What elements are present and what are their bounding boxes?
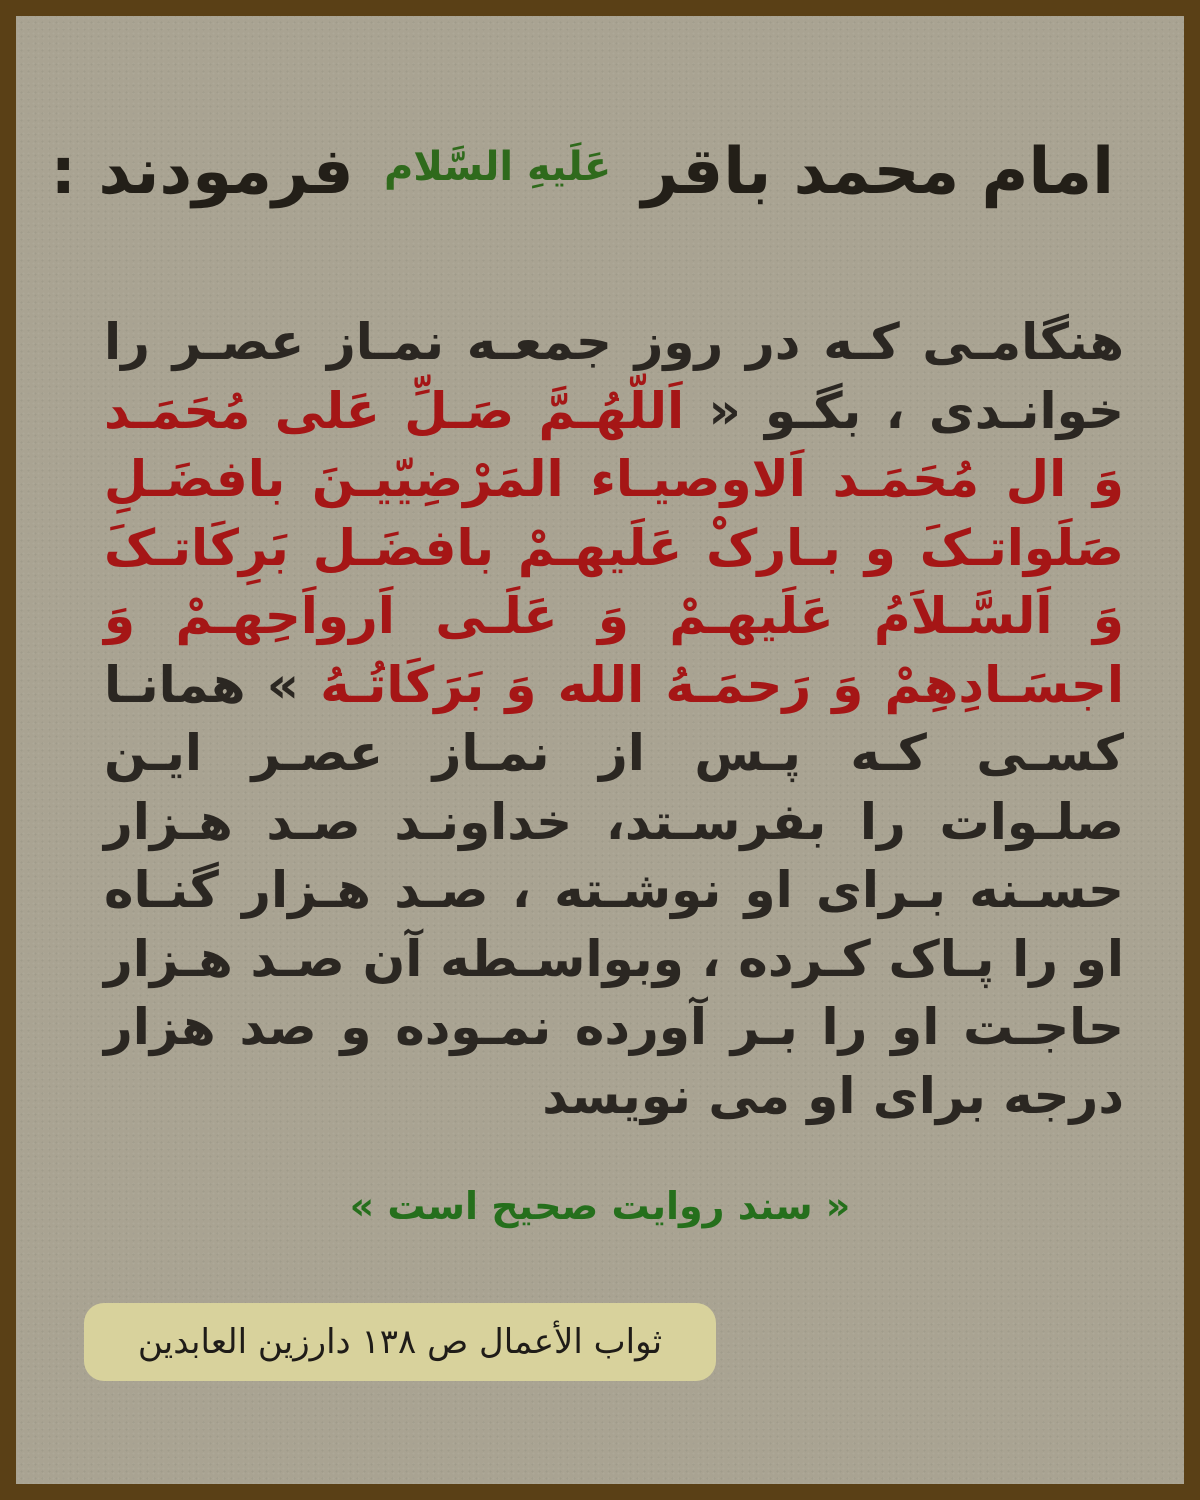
title-name: امام محمد باقر	[641, 135, 1114, 209]
honorific-calligraphy: عَلَيهِ السَّلام	[383, 144, 612, 191]
hadith-intro: هنگامـی کـه در روز جمعـه نمـاز عصـر را خوانـدی ، بگـو «	[104, 313, 1124, 440]
title-verb: فرمودند :	[50, 135, 354, 209]
source-badge: ثواب الأعمال ص ۱۳۸ دارزین العابدین	[84, 1303, 716, 1381]
hadith-rest: » همانـا کسـی کـه پـس از نمـاز عصـر ایـن صلـوات را بفرسـتد، خداونـد صـد هـزار حسـنه بـرای او نوشـته ، صـد هـزار گنـاه او را پـاک کـرده ، وبواسـطه آن صـد هـزار حاجـت او را بـر آورده نمـوده و صد هزار درجه برای او می نویسد	[104, 655, 1124, 1125]
hadith-text	[104, 308, 1124, 1130]
sanad-note: « سند روایت صحیح است »	[349, 1184, 851, 1228]
salawat-text: اَللّهُـمَّ صَـلِّ عَلی مُحَمَـد وَ ال مُحَمَـد اَلاوصیـاء المَرْضِیّیـنَ بافضَـلِ صَلَواتـکَ و بـارکْ عَلَیهـمْ بافضَـل بَرِکَاتـکَ وَ اَلسَّـلاَمُ عَلَیهـمْ وَ عَلَـی اَرواَحِهـمْ وَ اجسَـادِهِمْ وَ رَحمَـهُ الله وَ بَرَکَاتُـهُ	[104, 381, 1124, 714]
page-title	[50, 134, 1114, 211]
content-panel	[16, 16, 1184, 1484]
